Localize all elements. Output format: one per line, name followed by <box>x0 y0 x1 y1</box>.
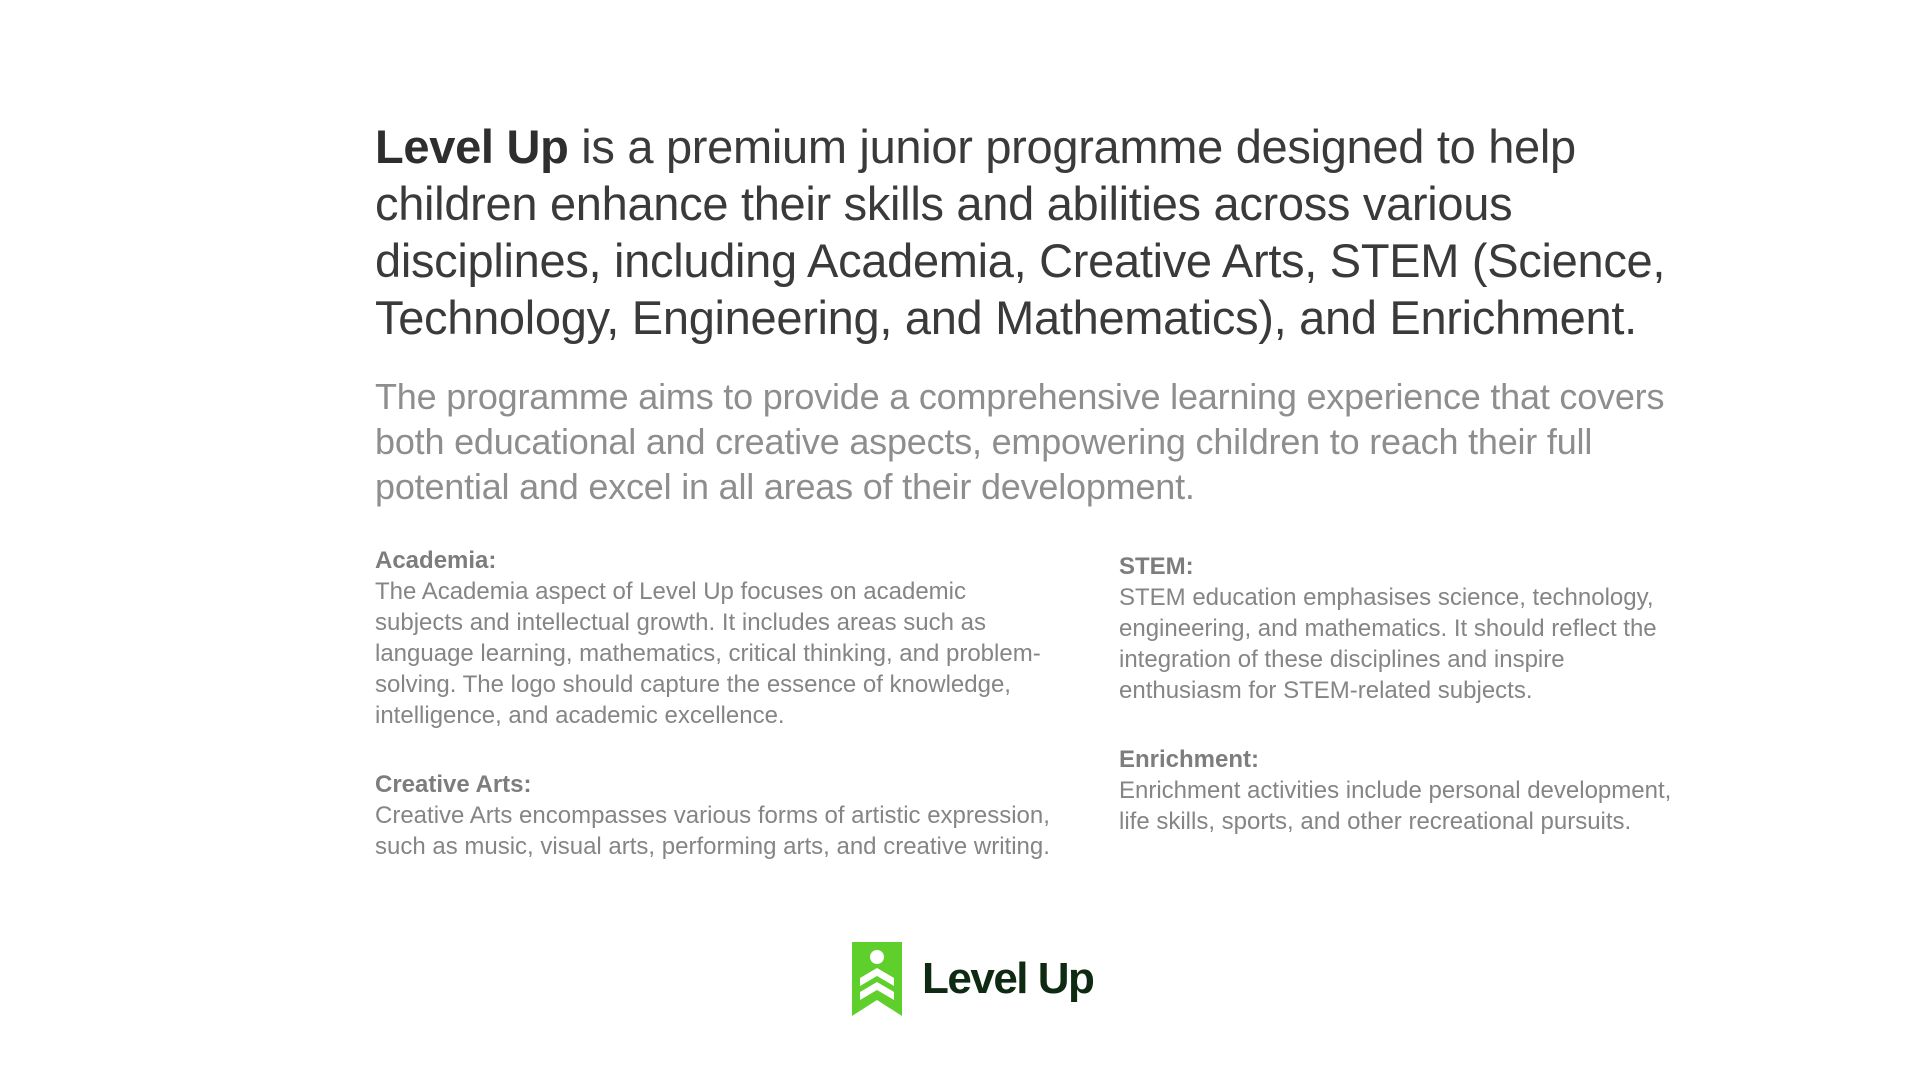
creative-arts-title: Creative Arts: <box>375 771 532 798</box>
enrichment-block <box>1119 744 1679 837</box>
academia-block <box>375 545 1055 731</box>
stem-block <box>1119 551 1679 706</box>
stem-body: STEM education emphasises science, technology, engineering, and mathematics. It should reflect the integration of these disciplines and inspire enthusiasm for STEM-related subjects. <box>1119 584 1657 704</box>
right-column <box>1119 551 1679 875</box>
intro-lead-text: is a premium junior programme designed to help children enhance their skills and abilities across various disciplines, including Academia, Creative Arts, STEM (Science, Technology, Engineering, and Mathematics), and Enrichment. <box>375 120 1666 344</box>
stem-title: STEM: <box>1119 553 1194 580</box>
academia-title: Academia: <box>375 547 497 574</box>
enrichment-body: Enrichment activities include personal development, life skills, sports, and other recreational pursuits. <box>1119 777 1672 835</box>
creative-arts-block <box>375 769 1055 862</box>
left-column <box>375 545 1055 900</box>
level-up-logo <box>852 942 1093 1016</box>
enrichment-title: Enrichment: <box>1119 746 1260 773</box>
intro-subtext: The programme aims to provide a comprehensive learning experience that covers both educational and creative aspects, empowering children to reach their full potential and excel in all areas of their development. <box>375 376 1665 507</box>
academia-body: The Academia aspect of Level Up focuses on academic subjects and intellectual growth. It includes areas such as language learning, mathematics, critical thinking, and problem-solving. The logo should capture the essence of knowledge, intelligence, and academic excellence. <box>375 578 1041 729</box>
creative-arts-body: Creative Arts encompasses various forms of artistic expression, such as music, visual arts, performing arts, and creative writing. <box>375 802 1050 860</box>
brand-name: Level Up <box>375 120 569 173</box>
intro-section <box>375 118 1675 509</box>
discipline-columns <box>375 545 1675 885</box>
intro-lead <box>375 118 1675 346</box>
level-up-badge-icon <box>852 942 902 1016</box>
logo-wordmark: Level Up <box>922 954 1094 1003</box>
